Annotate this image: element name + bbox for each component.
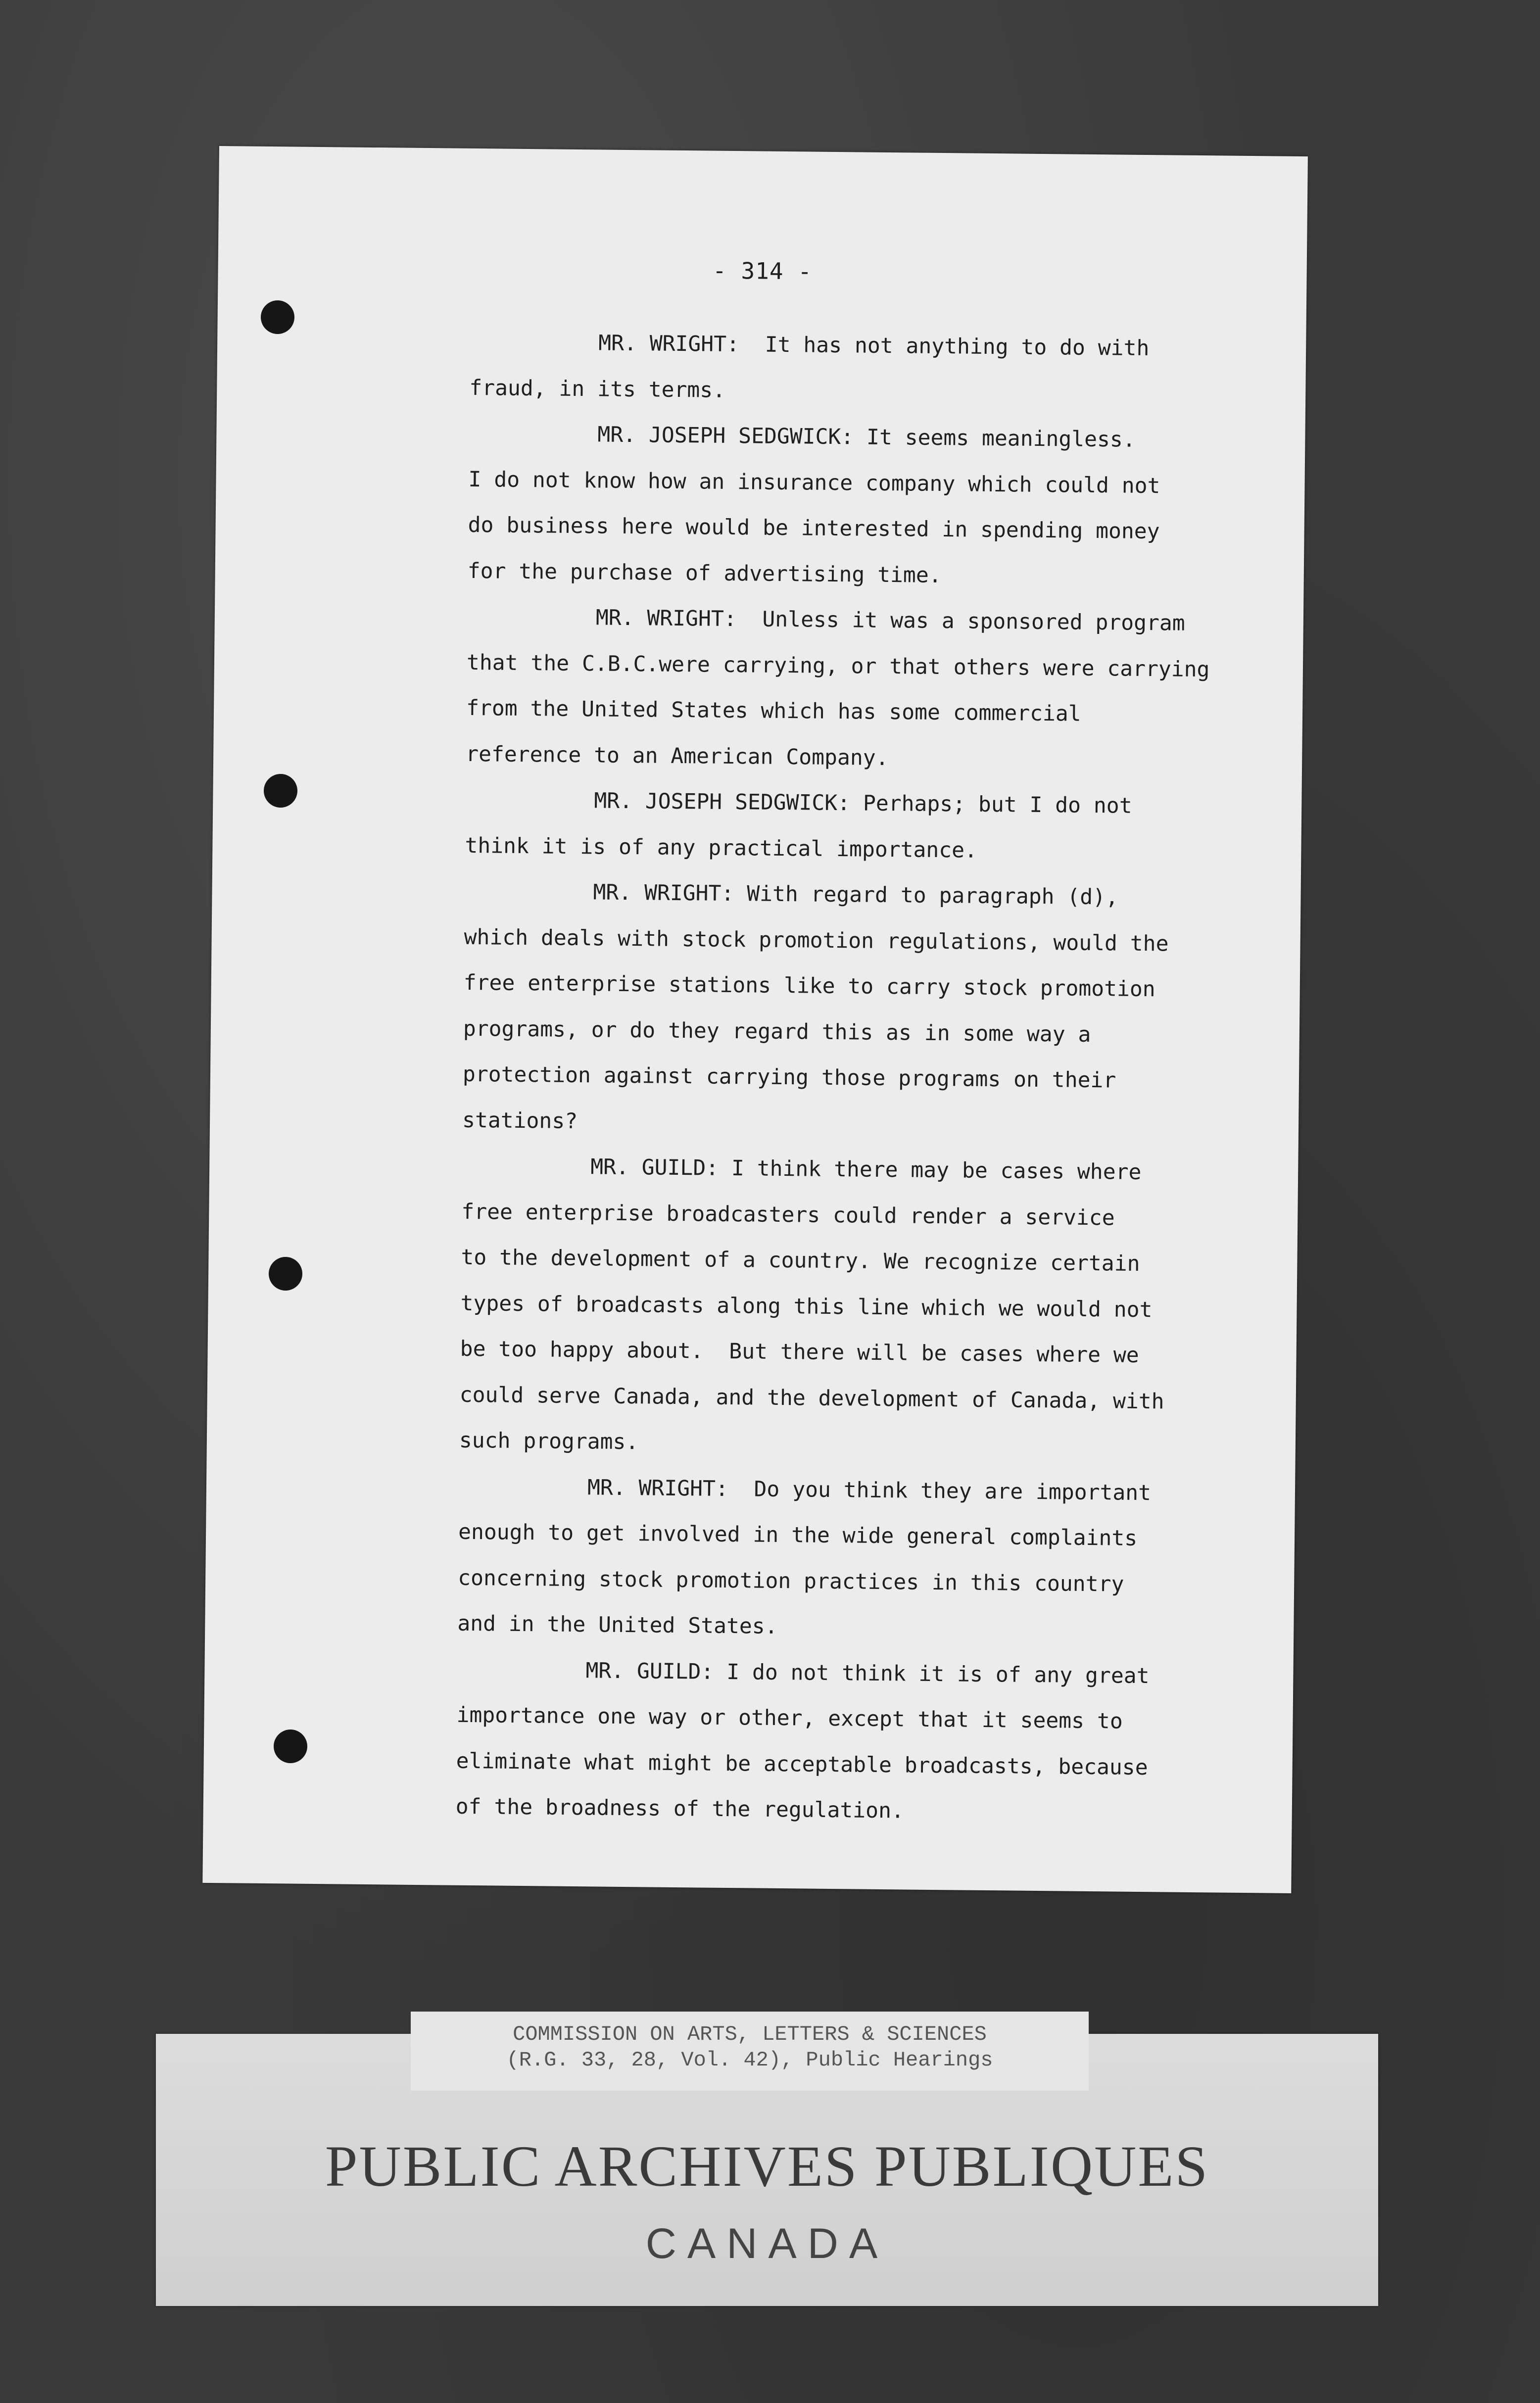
text-line: do business here would be interested in spending money <box>468 512 1160 544</box>
text-line: could serve Canada, and the development of Canada, with <box>459 1382 1164 1414</box>
text-line: free enterprise stations like to carry stock promotion <box>463 970 1155 1002</box>
text-line: concerning stock promotion practices in this country <box>458 1565 1124 1597</box>
text-line: enough to get involved in the wide general complaints <box>458 1519 1138 1551</box>
punch-hole <box>261 300 294 334</box>
text-line: types of broadcasts along this line which we would not <box>460 1291 1153 1322</box>
text-line: reference to an American Company. <box>465 741 889 770</box>
document-page <box>202 146 1308 1893</box>
speaker-line: MR. JOSEPH SEDGWICK: Perhaps; but I do not <box>594 788 1132 818</box>
punch-hole <box>264 774 297 808</box>
text-line: programs, or do they regard this as in some way a <box>463 1016 1091 1047</box>
text-line: that the C.B.C.were carrying, or that others were carrying <box>466 650 1210 682</box>
archives-title: PUBLIC ARCHIVES PUBLIQUES <box>325 2134 1209 2199</box>
text-line: I do not know how an insurance company which could not <box>468 467 1160 498</box>
speaker-line: MR. GUILD: I think there may be cases where <box>590 1154 1142 1185</box>
text-line: and in the United States. <box>457 1611 778 1639</box>
text-line: be too happy about. But there will be cases where we <box>460 1336 1139 1368</box>
text-line: fraud, in its terms. <box>469 375 726 403</box>
text-line: importance one way or other, except that it seems to <box>456 1702 1123 1734</box>
text-line: eliminate what might be acceptable broadcasts, because <box>456 1748 1148 1780</box>
speaker-line: MR. WRIGHT: Unless it was a sponsored program <box>595 605 1185 636</box>
collection-label <box>411 2012 1089 2091</box>
punch-hole <box>274 1730 307 1763</box>
collection-label-line1: COMMISSION ON ARTS, LETTERS & SCIENCES <box>513 2022 987 2046</box>
collection-label-line2: (R.G. 33, 28, Vol. 42), Public Hearings <box>506 2048 993 2072</box>
punch-hole <box>269 1257 302 1291</box>
text-line: such programs. <box>459 1428 639 1455</box>
speaker-line: MR. GUILD: I do not think it is of any great <box>585 1658 1150 1688</box>
text-line: to the development of a country. We recognize certain <box>461 1245 1140 1276</box>
text-line: protection against carrying those programs on their <box>462 1061 1116 1093</box>
text-line: which deals with stock promotion regulations, would the <box>464 924 1169 956</box>
text-line: free enterprise broadcasters could render a service <box>461 1199 1115 1230</box>
text-line: of the broadness of the regulation. <box>455 1794 905 1824</box>
text-line: for the purchase of advertising time. <box>467 558 942 588</box>
transcript-body <box>455 319 1281 1837</box>
speaker-line: MR. WRIGHT: With regard to paragraph (d), <box>593 880 1119 910</box>
text-line: from the United States which has some commercial <box>466 695 1081 726</box>
speaker-line: MR. JOSEPH SEDGWICK: It seems meaningless. <box>597 422 1136 452</box>
archives-subtitle: CANADA <box>645 2220 889 2267</box>
text-line: stations? <box>462 1107 578 1134</box>
text-line: think it is of any practical importance. <box>465 833 978 863</box>
speaker-line: MR. WRIGHT: It has not anything to do with <box>598 331 1150 361</box>
speaker-line: MR. WRIGHT: Do you think they are important <box>587 1475 1152 1505</box>
page-number: - 314 - <box>712 257 813 285</box>
